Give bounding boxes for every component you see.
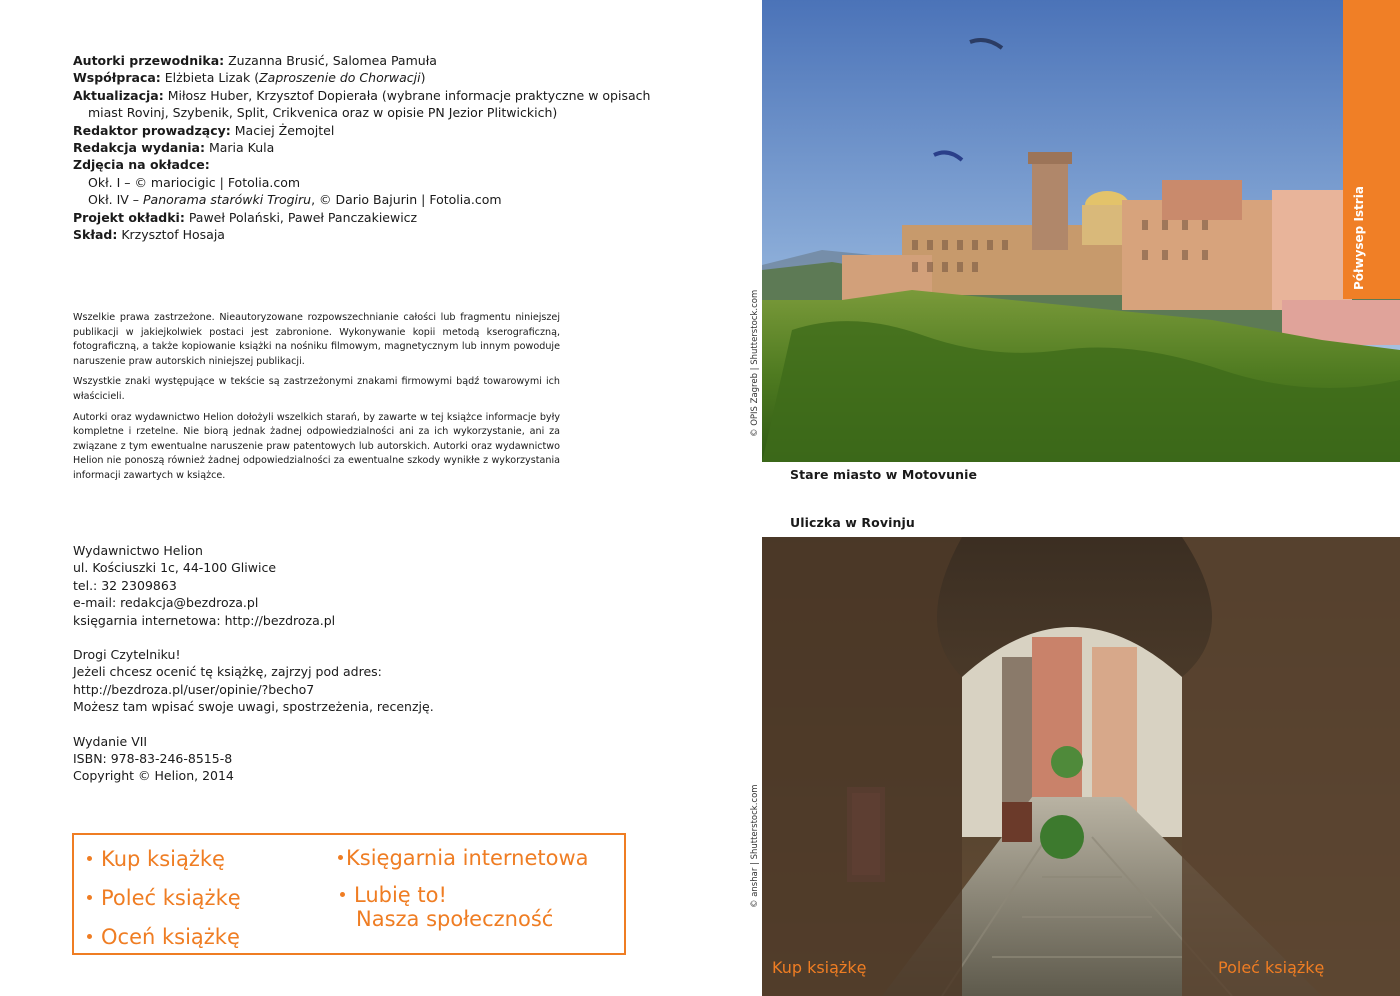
reader-line-2: Możesz tam wpisać swoje uwagi, spostrzeżenia, recenzję. — [73, 699, 434, 715]
bookstore-link[interactable]: Księgarnia internetowa — [338, 846, 589, 870]
credits-typesetting: Skład: Krzysztof Hosaja — [73, 227, 225, 243]
footer-buy-link[interactable]: Kup książkę — [772, 958, 867, 977]
credits-editor: Redaktor prowadzący: Maciej Żemojtel — [73, 122, 335, 138]
copyright: Copyright © Helion, 2014 — [73, 768, 234, 784]
credits-block — [73, 52, 651, 243]
publisher-name: Wydawnictwo Helion — [73, 543, 203, 558]
links-box — [72, 833, 626, 955]
publisher-shop: księgarnia internetowa: http://bezdroza.pl — [73, 612, 336, 628]
section-tab-label: Półwysep Istria — [1352, 186, 1366, 290]
caption-motovun: Stare miasto w Motovunie — [790, 467, 978, 482]
reader-url[interactable]: http://bezdroza.pl/user/opinie/?becho7 — [73, 681, 315, 697]
motovun-photo — [762, 0, 1400, 462]
bullet-icon — [340, 892, 345, 897]
legal-paragraph-rights: Wszelkie prawa zastrzeżone. Nieautoryzowane rozpowszechnianie całości lub fragmentu niniejszej publikacji w jakiejkolwiek postaci jest zabronione. Wykonywanie kopii metodą kserograficzną, fotograficzną, a także kopiowanie książki na nośniku filmowym, magnetycznym lub innym powoduje naruszenie praw autorskich niniejszej publikacji. — [73, 312, 560, 367]
rovinj-photo — [762, 537, 1400, 996]
credits-update-cont: miast Rovinj, Szybenik, Split, Crikvenica oraz w opisie PN Jezior Plitwickich) — [88, 105, 558, 121]
bullet-icon — [338, 855, 343, 860]
credits-cover: Projekt okładki: Paweł Polański, Paweł Panczakiewicz — [73, 209, 418, 225]
photo-credit-bottom: © anshar | Shutterstock.com — [750, 784, 760, 908]
credits-authors: Autorki przewodnika: Zuzanna Brusić, Salomea Pamuła — [73, 53, 437, 68]
credits-redaction: Redakcja wydania: Maria Kula — [73, 140, 275, 156]
credits-cooperation: Współpraca: Elżbieta Lizak (Zaproszenie do Chorwacji) — [73, 70, 426, 86]
publisher-address: ul. Kościuszki 1c, 44-100 Gliwice — [73, 560, 277, 576]
isbn: ISBN: 978-83-246-8515-8 — [73, 751, 233, 767]
legal-notice — [73, 311, 560, 490]
edition-number: Wydanie VII — [73, 733, 148, 749]
bullet-icon — [87, 895, 92, 900]
credits-update: Aktualizacja: Miłosz Huber, Krzysztof Dopierała (wybrane informacje praktyczne w opisach — [73, 87, 651, 103]
reader-greeting: Drogi Czytelniku! — [73, 647, 181, 663]
credits-photo-1: Okł. I – © mariocigic | Fotolia.com — [88, 174, 301, 190]
motovun-photo-illustration — [762, 0, 1400, 462]
buy-book-link[interactable]: Kup książkę — [87, 847, 225, 871]
publisher-email: e-mail: redakcja@bezdroza.pl — [73, 595, 259, 611]
community-link[interactable]: Lubię to! Nasza społeczność — [340, 883, 553, 931]
publisher-address-block — [73, 542, 573, 629]
bullet-icon — [87, 934, 92, 939]
recommend-book-link[interactable]: Poleć książkę — [87, 886, 241, 910]
legal-paragraph-trademarks: Wszystkie znaki występujące w tekście są zastrzeżonymi znakami firmowymi bądź towarowymi ich właścicieli. — [73, 376, 560, 402]
caption-rovinj: Uliczka w Rovinju — [790, 515, 915, 530]
rovinj-photo-illustration — [762, 537, 1400, 996]
photo-credit-top: © OPIS Zagreb | Shutterstock.com — [750, 289, 760, 437]
publisher-info — [73, 542, 573, 785]
reader-line-1: Jeżeli chcesz ocenić tę książkę, zajrzyj pod adres: — [73, 664, 382, 680]
bullet-icon — [87, 856, 92, 861]
credits-photos-label: Zdjęcia na okładce: — [73, 157, 210, 173]
publisher-phone: tel.: 32 2309863 — [73, 577, 177, 593]
footer-recommend-link[interactable]: Poleć książkę — [1218, 958, 1325, 977]
edition-block — [73, 733, 573, 785]
legal-paragraph-liability: Autorki oraz wydawnictwo Helion dołożyli wszelkich starań, by zawarte w tej książce informacje były kompletne i rzetelne. Nie biorą jednak żadnej odpowiedzialności ani za ich wykorzystanie, ani za związane z tym ewentualne naruszenie praw patentowych lub autorskich. Autorki oraz wydawnictwo Helion nie ponoszą również żadnej odpowiedzialności za ewentualne szkody wynikłe z wykorzystania informacji zawartych w książce. — [73, 411, 560, 481]
credits-photo-4: Okł. IV – Panorama starówki Trogiru, © Dario Bajurin | Fotolia.com — [88, 192, 502, 208]
reader-note — [73, 646, 573, 716]
rate-book-link[interactable]: Oceń książkę — [87, 925, 240, 949]
